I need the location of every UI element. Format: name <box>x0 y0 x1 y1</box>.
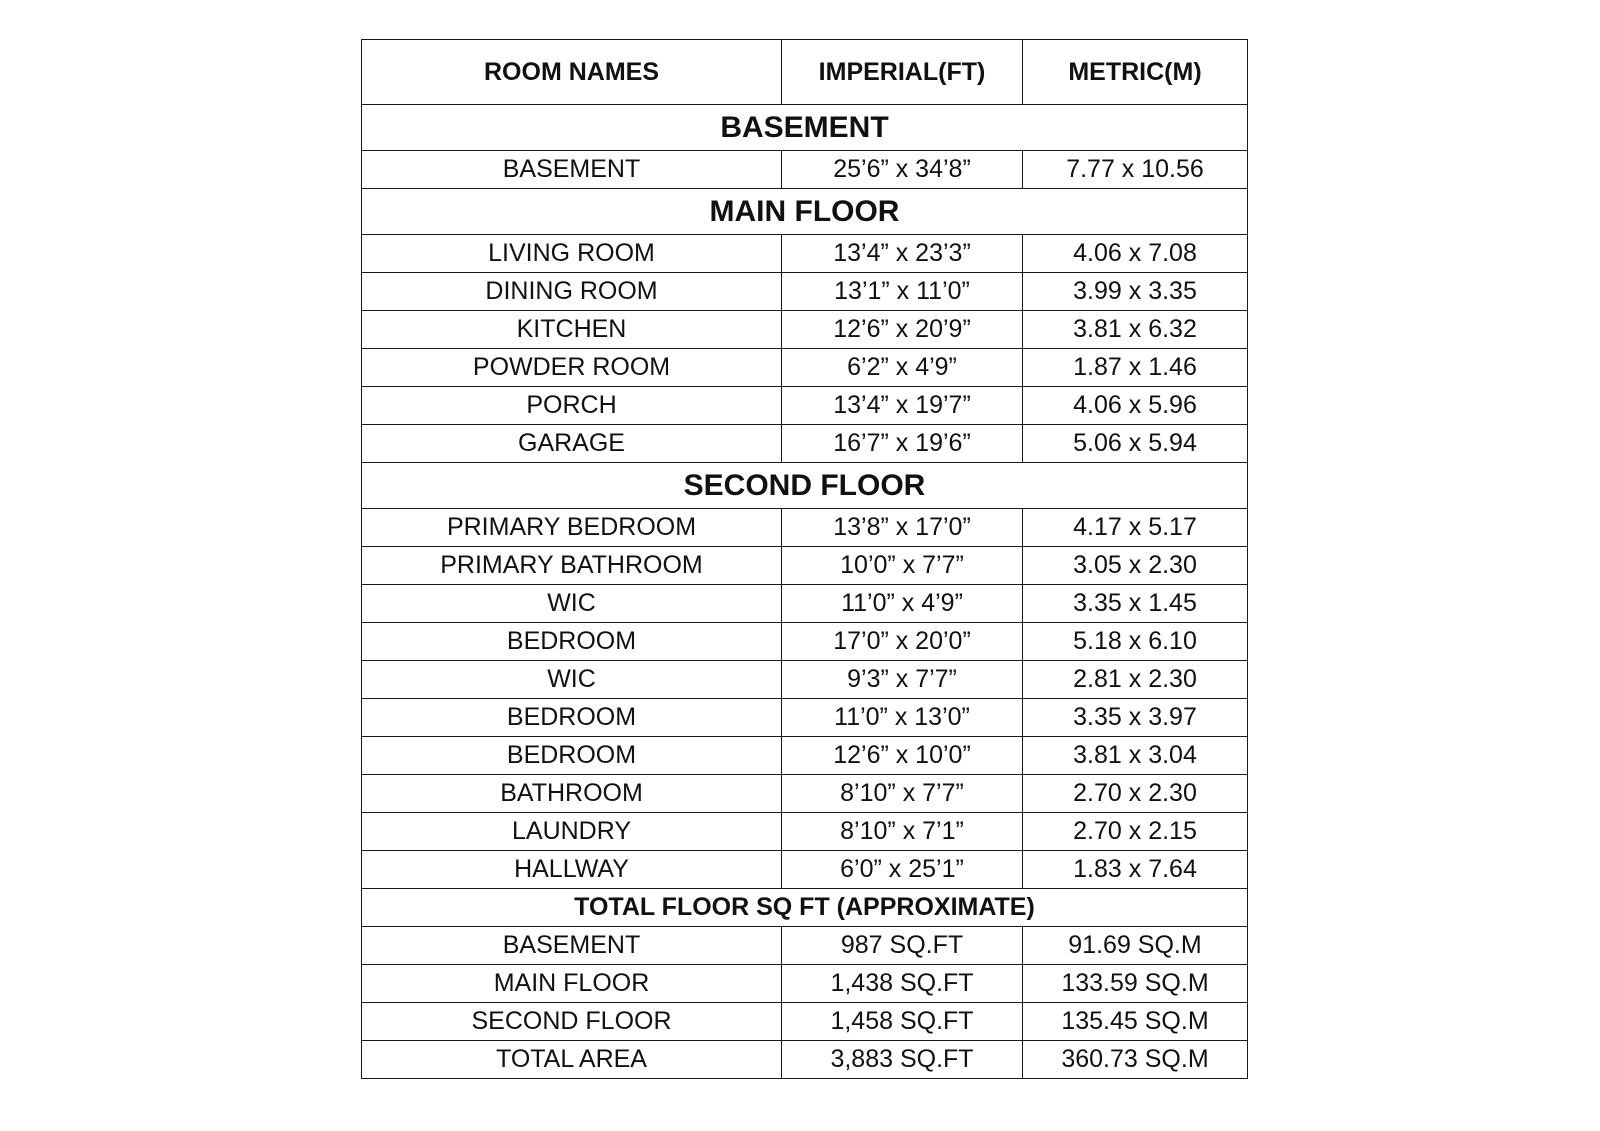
metric-dims: 2.70 x 2.15 <box>1023 813 1248 851</box>
imperial-area: 3,883 SQ.FT <box>782 1041 1023 1079</box>
metric-dims: 7.77 x 10.56 <box>1023 151 1248 189</box>
header-imperial: IMPERIAL(FT) <box>782 40 1023 105</box>
table-row <box>362 311 1248 349</box>
section-title: MAIN FLOOR <box>362 189 1248 235</box>
room-name: LIVING ROOM <box>362 235 782 273</box>
section-basement <box>362 105 1248 151</box>
metric-area: 135.45 SQ.M <box>1023 1003 1248 1041</box>
floor-name: SECOND FLOOR <box>362 1003 782 1041</box>
floor-name: TOTAL AREA <box>362 1041 782 1079</box>
table-row <box>362 851 1248 889</box>
table-row <box>362 813 1248 851</box>
total-row <box>362 1003 1248 1041</box>
section-totals <box>362 889 1248 927</box>
room-dimensions-table <box>361 39 1248 1079</box>
section-title: SECOND FLOOR <box>362 463 1248 509</box>
room-name: WIC <box>362 661 782 699</box>
table-row <box>362 509 1248 547</box>
metric-dims: 5.06 x 5.94 <box>1023 425 1248 463</box>
imperial-dims: 17’0” x 20’0” <box>782 623 1023 661</box>
room-name: BEDROOM <box>362 737 782 775</box>
room-name: PORCH <box>362 387 782 425</box>
total-row <box>362 965 1248 1003</box>
table-row <box>362 349 1248 387</box>
metric-area: 133.59 SQ.M <box>1023 965 1248 1003</box>
table-header-row <box>362 40 1248 105</box>
metric-area: 91.69 SQ.M <box>1023 927 1248 965</box>
room-name: LAUNDRY <box>362 813 782 851</box>
room-name: KITCHEN <box>362 311 782 349</box>
metric-dims: 3.05 x 2.30 <box>1023 547 1248 585</box>
room-name: PRIMARY BEDROOM <box>362 509 782 547</box>
imperial-dims: 8’10” x 7’1” <box>782 813 1023 851</box>
table-row <box>362 273 1248 311</box>
room-name: BEDROOM <box>362 699 782 737</box>
imperial-area: 987 SQ.FT <box>782 927 1023 965</box>
imperial-dims: 11’0” x 13’0” <box>782 699 1023 737</box>
room-name: WIC <box>362 585 782 623</box>
table-row <box>362 425 1248 463</box>
table-row <box>362 235 1248 273</box>
table-row <box>362 699 1248 737</box>
section-second-floor <box>362 463 1248 509</box>
metric-dims: 2.81 x 2.30 <box>1023 661 1248 699</box>
metric-dims: 3.35 x 1.45 <box>1023 585 1248 623</box>
table-row <box>362 775 1248 813</box>
metric-dims: 1.83 x 7.64 <box>1023 851 1248 889</box>
table-row <box>362 547 1248 585</box>
room-name: BATHROOM <box>362 775 782 813</box>
metric-dims: 3.99 x 3.35 <box>1023 273 1248 311</box>
floor-name: BASEMENT <box>362 927 782 965</box>
room-name: POWDER ROOM <box>362 349 782 387</box>
metric-dims: 4.06 x 5.96 <box>1023 387 1248 425</box>
imperial-dims: 13’4” x 19’7” <box>782 387 1023 425</box>
imperial-dims: 8’10” x 7’7” <box>782 775 1023 813</box>
section-title: BASEMENT <box>362 105 1248 151</box>
imperial-dims: 13’8” x 17’0” <box>782 509 1023 547</box>
total-row <box>362 1041 1248 1079</box>
metric-dims: 2.70 x 2.30 <box>1023 775 1248 813</box>
table-row <box>362 737 1248 775</box>
imperial-dims: 11’0” x 4’9” <box>782 585 1023 623</box>
imperial-area: 1,458 SQ.FT <box>782 1003 1023 1041</box>
imperial-dims: 13’4” x 23’3” <box>782 235 1023 273</box>
room-name: DINING ROOM <box>362 273 782 311</box>
room-name: BASEMENT <box>362 151 782 189</box>
imperial-dims: 6’2” x 4’9” <box>782 349 1023 387</box>
table-row <box>362 585 1248 623</box>
metric-dims: 3.81 x 3.04 <box>1023 737 1248 775</box>
imperial-dims: 6’0” x 25’1” <box>782 851 1023 889</box>
table-row <box>362 661 1248 699</box>
room-name: PRIMARY BATHROOM <box>362 547 782 585</box>
header-room-names: ROOM NAMES <box>362 40 782 105</box>
table-row <box>362 623 1248 661</box>
metric-dims: 3.35 x 3.97 <box>1023 699 1248 737</box>
floor-name: MAIN FLOOR <box>362 965 782 1003</box>
metric-dims: 4.06 x 7.08 <box>1023 235 1248 273</box>
table-row <box>362 151 1248 189</box>
room-name: HALLWAY <box>362 851 782 889</box>
metric-dims: 4.17 x 5.17 <box>1023 509 1248 547</box>
imperial-dims: 13’1” x 11’0” <box>782 273 1023 311</box>
header-metric: METRIC(M) <box>1023 40 1248 105</box>
imperial-dims: 12’6” x 10’0” <box>782 737 1023 775</box>
room-name: GARAGE <box>362 425 782 463</box>
imperial-dims: 10’0” x 7’7” <box>782 547 1023 585</box>
imperial-area: 1,438 SQ.FT <box>782 965 1023 1003</box>
imperial-dims: 12’6” x 20’9” <box>782 311 1023 349</box>
metric-dims: 1.87 x 1.46 <box>1023 349 1248 387</box>
section-title: TOTAL FLOOR SQ FT (APPROXIMATE) <box>362 889 1248 927</box>
imperial-dims: 16’7” x 19’6” <box>782 425 1023 463</box>
metric-dims: 3.81 x 6.32 <box>1023 311 1248 349</box>
imperial-dims: 9’3” x 7’7” <box>782 661 1023 699</box>
section-main-floor <box>362 189 1248 235</box>
total-row <box>362 927 1248 965</box>
room-name: BEDROOM <box>362 623 782 661</box>
metric-dims: 5.18 x 6.10 <box>1023 623 1248 661</box>
table-row <box>362 387 1248 425</box>
metric-area: 360.73 SQ.M <box>1023 1041 1248 1079</box>
imperial-dims: 25’6” x 34’8” <box>782 151 1023 189</box>
